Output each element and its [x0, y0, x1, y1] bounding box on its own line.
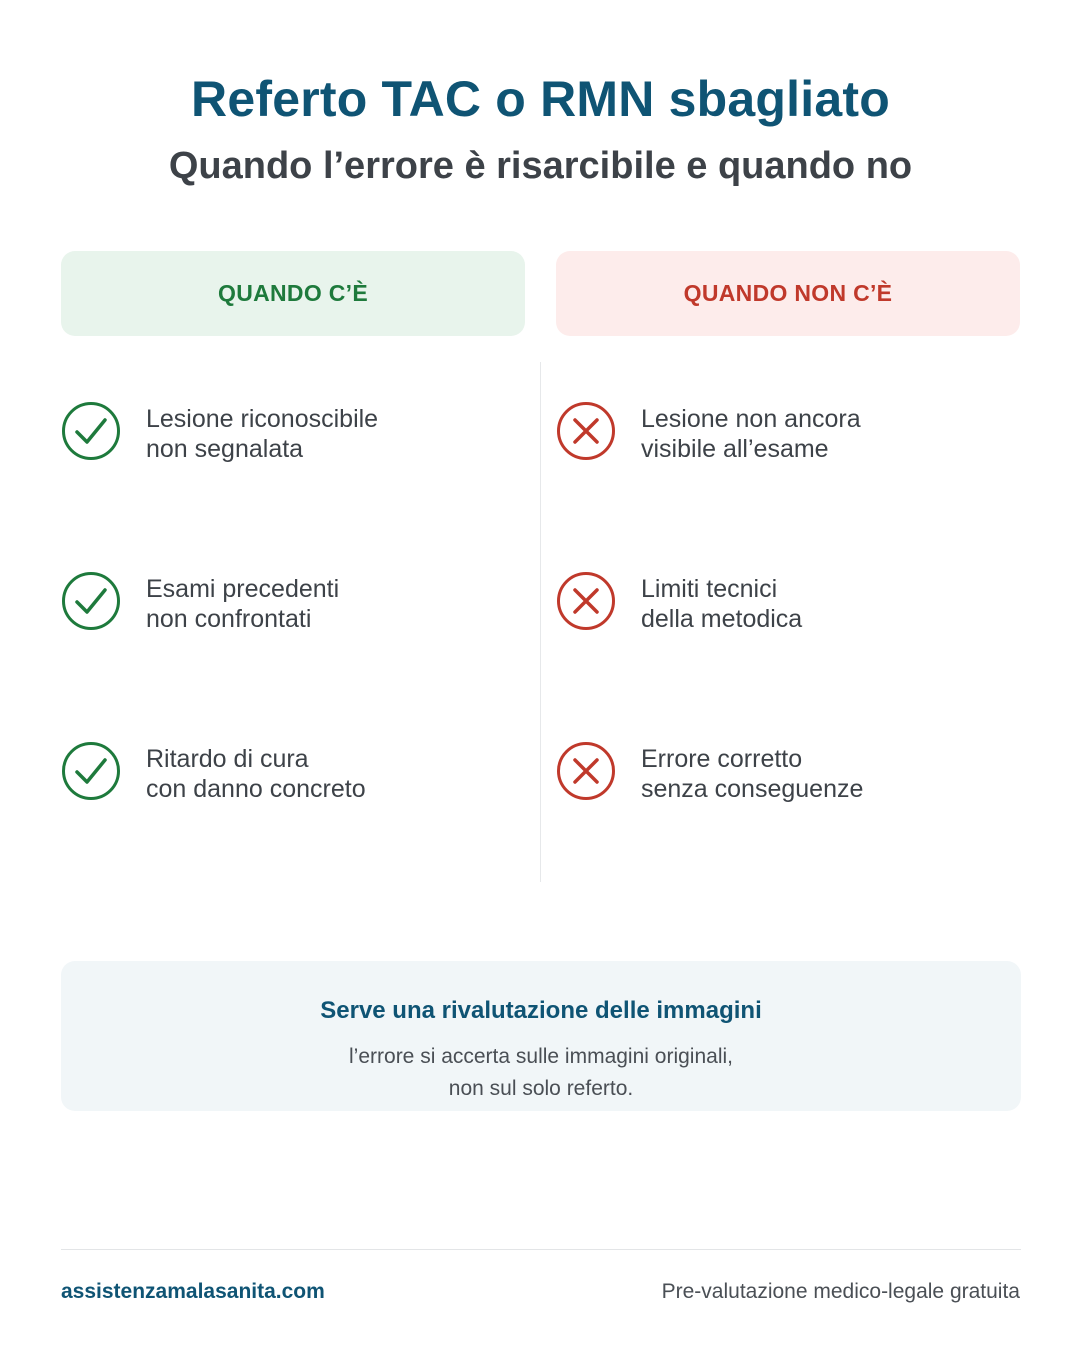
column-divider [540, 362, 541, 882]
note-line: non sul solo referto. [448, 1077, 634, 1100]
list-item-line: della metodica [641, 605, 803, 633]
list-item-line: senza conseguenze [641, 775, 864, 803]
x-circle-icon [556, 741, 616, 801]
note-title: Serve una rivalutazione delle immagini [320, 997, 762, 1024]
list-item-no-1 [556, 404, 861, 464]
list-item-text [641, 574, 802, 634]
list-item-no-3 [556, 744, 863, 804]
list-item-line: Esami precedenti [146, 575, 340, 603]
list-item-text [641, 404, 861, 464]
list-item-line: con danno concreto [146, 775, 366, 803]
list-item-line: visibile all’esame [641, 435, 829, 463]
list-item-line: Limiti tecnici [641, 575, 778, 603]
footer-divider [61, 1249, 1021, 1250]
info-note-box [61, 961, 1021, 1111]
list-item-line: Lesione riconoscibile [146, 405, 379, 433]
list-item-yes-2 [61, 574, 339, 634]
check-circle-icon [61, 401, 121, 461]
list-item-no-2 [556, 574, 802, 634]
x-circle-icon [556, 401, 616, 461]
note-line: l’errore si accerta sulle immagini originali, [349, 1045, 733, 1068]
list-item-line: Ritardo di cura [146, 745, 309, 773]
list-item-text [146, 744, 366, 804]
list-item-text [641, 744, 863, 804]
column-header-no: QUANDO NON C’È [556, 251, 1020, 336]
list-item-text [146, 574, 339, 634]
column-header-yes: QUANDO C’È [61, 251, 525, 336]
list-item-line: Lesione non ancora [641, 405, 861, 433]
list-item-yes-3 [61, 744, 366, 804]
footer-tagline: Pre-valutazione medico-legale gratuita [661, 1280, 1020, 1303]
footer-site-link[interactable]: assistenzamalasanita.com [61, 1280, 325, 1303]
list-item-line: Errore corretto [641, 745, 803, 773]
note-body [61, 1041, 1021, 1105]
list-item-line: non confrontati [146, 605, 312, 633]
check-circle-icon [61, 741, 121, 801]
page-subtitle: Quando l’errore è risarcibile e quando no [168, 145, 913, 187]
list-item-text [146, 404, 378, 464]
list-item-yes-1 [61, 404, 378, 464]
x-circle-icon [556, 571, 616, 631]
list-item-line: non segnalata [146, 435, 304, 463]
page-title: Referto TAC o RMN sbagliato [191, 71, 890, 127]
check-circle-icon [61, 571, 121, 631]
